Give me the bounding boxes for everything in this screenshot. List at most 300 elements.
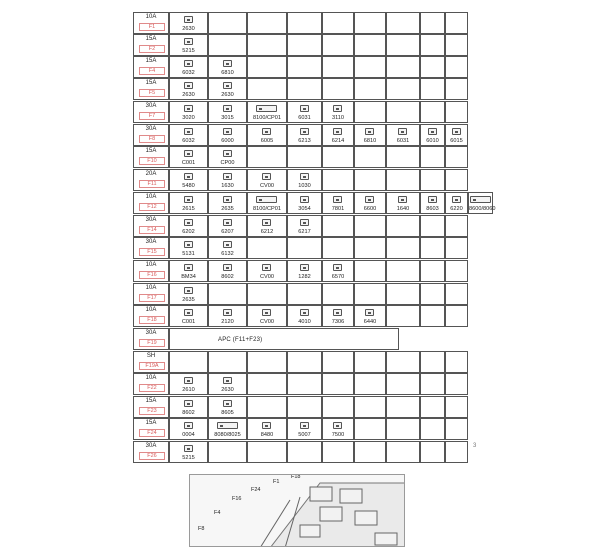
component-cell bbox=[287, 34, 322, 56]
component-cell bbox=[169, 283, 208, 305]
component-cell bbox=[354, 418, 386, 440]
component-icon bbox=[184, 241, 193, 248]
fuse-amperage: 15A bbox=[145, 80, 157, 86]
component-code: 6202 bbox=[182, 229, 195, 235]
component-cell bbox=[287, 78, 322, 100]
fuse-id: F23 bbox=[139, 407, 165, 415]
component-cell bbox=[247, 34, 287, 56]
component-icon bbox=[223, 128, 232, 135]
component-icon bbox=[428, 196, 437, 203]
component-icon bbox=[184, 264, 193, 271]
component-cell bbox=[247, 146, 287, 168]
component-icon bbox=[256, 105, 277, 112]
component-icon bbox=[184, 16, 193, 23]
component-code: 6600 bbox=[363, 206, 377, 212]
fuse-cell bbox=[133, 441, 169, 463]
component-icon bbox=[300, 309, 309, 316]
component-cell bbox=[386, 441, 420, 463]
component-cell bbox=[322, 34, 354, 56]
component-icon bbox=[333, 422, 342, 429]
component-code: 6207 bbox=[221, 229, 234, 235]
component-cell bbox=[287, 441, 322, 463]
component-cell bbox=[322, 373, 354, 395]
component-cell bbox=[386, 351, 420, 373]
component-cell bbox=[386, 124, 420, 146]
component-cell bbox=[354, 237, 386, 259]
fuse-amperage: 10A bbox=[145, 307, 157, 313]
component-cell bbox=[445, 351, 468, 373]
fuse-id: F19A bbox=[139, 362, 165, 370]
component-cell bbox=[208, 34, 247, 56]
component-cell bbox=[287, 260, 322, 282]
diagram-label: F16 bbox=[232, 496, 242, 502]
fuse-cell bbox=[133, 215, 169, 237]
component-code: 7306 bbox=[331, 319, 345, 325]
component-cell bbox=[322, 283, 354, 305]
fuse-amperage: 30A bbox=[145, 330, 157, 336]
component-icon bbox=[300, 196, 309, 203]
fuse-id: F10 bbox=[139, 157, 165, 165]
component-cell bbox=[169, 418, 208, 440]
component-cell bbox=[208, 441, 247, 463]
component-code: 2630 bbox=[221, 387, 234, 393]
component-cell bbox=[247, 237, 287, 259]
component-cell bbox=[445, 283, 468, 305]
component-cell bbox=[445, 215, 468, 237]
component-code: 5007 bbox=[298, 432, 311, 438]
component-icon bbox=[262, 128, 271, 135]
component-cell bbox=[247, 441, 287, 463]
component-cell bbox=[420, 78, 445, 100]
component-cell bbox=[386, 283, 420, 305]
component-cell bbox=[169, 34, 208, 56]
component-cell bbox=[420, 283, 445, 305]
component-icon bbox=[333, 309, 342, 316]
component-cell bbox=[247, 283, 287, 305]
component-cell bbox=[169, 146, 208, 168]
component-code: C001 bbox=[181, 319, 196, 325]
apc-note: APC (F11+F23) bbox=[218, 337, 263, 343]
component-cell bbox=[322, 215, 354, 237]
component-code: 8080/8025 bbox=[214, 432, 241, 438]
component-cell bbox=[386, 260, 420, 282]
component-cell bbox=[287, 418, 322, 440]
component-cell bbox=[287, 215, 322, 237]
component-cell bbox=[287, 351, 322, 373]
component-cell bbox=[208, 192, 247, 214]
fuse-cell bbox=[133, 418, 169, 440]
fuse-cell bbox=[133, 237, 169, 259]
component-code: 6810 bbox=[363, 138, 377, 144]
component-icon bbox=[184, 287, 193, 294]
component-cell bbox=[386, 78, 420, 100]
component-code: 1282 bbox=[298, 274, 311, 280]
component-cell bbox=[420, 192, 445, 214]
component-code: 8100/CP01 bbox=[253, 115, 281, 121]
component-cell bbox=[445, 169, 468, 191]
component-cell bbox=[208, 237, 247, 259]
component-code: 7500 bbox=[331, 432, 345, 438]
component-icon bbox=[184, 38, 193, 45]
component-cell bbox=[445, 418, 468, 440]
component-cell bbox=[445, 192, 468, 214]
component-cell bbox=[445, 146, 468, 168]
component-cell bbox=[247, 305, 287, 327]
component-cell bbox=[322, 192, 354, 214]
component-cell bbox=[208, 146, 247, 168]
component-icon bbox=[223, 219, 232, 226]
component-code: 5215 bbox=[182, 48, 195, 54]
component-icon bbox=[398, 128, 407, 135]
component-cell bbox=[420, 34, 445, 56]
component-icon bbox=[333, 128, 342, 135]
fuse-amperage: 30A bbox=[145, 126, 157, 132]
component-cell bbox=[322, 56, 354, 78]
component-cell bbox=[420, 260, 445, 282]
component-cell bbox=[386, 169, 420, 191]
component-cell bbox=[386, 34, 420, 56]
component-cell bbox=[386, 373, 420, 395]
component-cell bbox=[354, 124, 386, 146]
component-cell bbox=[322, 101, 354, 123]
component-cell bbox=[287, 101, 322, 123]
diagram-label: F4 bbox=[214, 510, 221, 516]
fuse-id: F17 bbox=[139, 294, 165, 302]
component-code: 0004 bbox=[182, 432, 195, 438]
component-code: 6214 bbox=[331, 138, 345, 144]
component-cell bbox=[445, 373, 468, 395]
page-marker: 3 bbox=[473, 443, 477, 449]
component-code: 8602 bbox=[221, 274, 234, 280]
component-cell bbox=[445, 12, 468, 34]
component-cell bbox=[386, 56, 420, 78]
component-cell bbox=[169, 101, 208, 123]
component-cell bbox=[287, 283, 322, 305]
component-code: 6015 bbox=[450, 138, 463, 144]
component-icon bbox=[223, 173, 232, 180]
component-cell bbox=[445, 441, 468, 463]
component-icon bbox=[333, 264, 342, 271]
component-cell bbox=[169, 351, 208, 373]
component-cell bbox=[354, 396, 386, 418]
component-cell bbox=[354, 283, 386, 305]
component-cell bbox=[322, 418, 354, 440]
component-cell bbox=[169, 192, 208, 214]
component-cell bbox=[420, 351, 445, 373]
component-code: 2630 bbox=[221, 92, 234, 98]
fuse-id: F4 bbox=[139, 67, 165, 75]
component-cell bbox=[354, 146, 386, 168]
component-cell bbox=[208, 101, 247, 123]
component-code: 2635 bbox=[182, 297, 195, 303]
component-cell bbox=[420, 101, 445, 123]
fuse-cell bbox=[133, 56, 169, 78]
fuse-cell bbox=[133, 305, 169, 327]
component-code: 8480 bbox=[260, 432, 274, 438]
fuse-amperage: 15A bbox=[145, 148, 157, 154]
component-cell bbox=[247, 418, 287, 440]
component-cell bbox=[208, 260, 247, 282]
component-code: 8603 bbox=[426, 206, 439, 212]
component-code: 8605 bbox=[221, 410, 234, 416]
component-icon bbox=[365, 128, 374, 135]
fuse-id: F26 bbox=[139, 452, 165, 460]
component-code: 6440 bbox=[363, 319, 377, 325]
component-icon bbox=[223, 309, 232, 316]
component-code: 6810 bbox=[221, 70, 234, 76]
component-code: 3015 bbox=[221, 115, 234, 121]
component-cell bbox=[445, 237, 468, 259]
component-code: 1030 bbox=[298, 183, 311, 189]
fuse-id: F7 bbox=[139, 112, 165, 120]
component-code: 6220 bbox=[450, 206, 463, 212]
component-cell bbox=[420, 146, 445, 168]
component-cell bbox=[354, 34, 386, 56]
component-cell bbox=[169, 124, 208, 146]
component-code: CV00 bbox=[260, 319, 274, 325]
component-cell bbox=[354, 215, 386, 237]
fuse-amperage: 30A bbox=[145, 217, 157, 223]
component-icon bbox=[223, 377, 232, 384]
component-cell bbox=[354, 351, 386, 373]
component-cell bbox=[208, 56, 247, 78]
component-cell bbox=[322, 260, 354, 282]
component-cell bbox=[386, 12, 420, 34]
component-cell bbox=[287, 237, 322, 259]
component-cell bbox=[322, 396, 354, 418]
component-cell bbox=[445, 101, 468, 123]
component-cell bbox=[322, 169, 354, 191]
component-cell bbox=[287, 373, 322, 395]
component-icon bbox=[365, 196, 374, 203]
component-code: 6010 bbox=[426, 138, 439, 144]
component-cell bbox=[420, 373, 445, 395]
component-cell bbox=[420, 418, 445, 440]
component-cell bbox=[287, 396, 322, 418]
apc-cell bbox=[169, 328, 399, 350]
component-code: 1640 bbox=[396, 206, 410, 212]
component-icon bbox=[223, 400, 232, 407]
component-code: 6031 bbox=[298, 115, 311, 121]
component-icon bbox=[223, 196, 232, 203]
component-cell bbox=[420, 56, 445, 78]
component-icon bbox=[223, 60, 232, 67]
component-code: 5131 bbox=[182, 251, 195, 257]
fuse-cell bbox=[133, 124, 169, 146]
component-cell bbox=[322, 146, 354, 168]
component-icon bbox=[398, 196, 407, 203]
component-cell bbox=[322, 237, 354, 259]
fusebox-diagram bbox=[189, 474, 405, 547]
fuse-id: F22 bbox=[139, 384, 165, 392]
component-cell bbox=[287, 146, 322, 168]
component-cell bbox=[208, 418, 247, 440]
component-cell bbox=[208, 351, 247, 373]
component-code: CP00 bbox=[220, 160, 235, 166]
component-code: 6005 bbox=[260, 138, 274, 144]
component-cell bbox=[445, 260, 468, 282]
component-cell bbox=[420, 396, 445, 418]
diagram-label: F1 bbox=[273, 479, 280, 485]
component-cell bbox=[420, 305, 445, 327]
component-cell bbox=[386, 305, 420, 327]
component-cell bbox=[354, 260, 386, 282]
fuse-amperage: 10A bbox=[145, 14, 157, 20]
component-code: 7801 bbox=[331, 206, 345, 212]
component-cell bbox=[208, 373, 247, 395]
fuse-amperage: 10A bbox=[145, 375, 157, 381]
fuse-id: F12 bbox=[139, 203, 165, 211]
component-code: 6132 bbox=[221, 251, 234, 257]
fuse-cell bbox=[133, 396, 169, 418]
component-code: 2630 bbox=[182, 92, 195, 98]
component-icon bbox=[452, 128, 461, 135]
component-cell bbox=[322, 12, 354, 34]
fuse-amperage: 20A bbox=[145, 171, 157, 177]
component-code: 6213 bbox=[298, 138, 311, 144]
component-code: 3110 bbox=[331, 115, 345, 121]
component-cell bbox=[169, 56, 208, 78]
component-cell bbox=[322, 305, 354, 327]
component-cell bbox=[247, 192, 287, 214]
component-cell bbox=[169, 373, 208, 395]
component-cell bbox=[208, 215, 247, 237]
component-cell bbox=[287, 305, 322, 327]
fusebox-drawing bbox=[190, 475, 405, 547]
fuse-id: F2 bbox=[139, 45, 165, 53]
component-code: 2635 bbox=[221, 206, 234, 212]
component-icon bbox=[184, 377, 193, 384]
component-icon bbox=[184, 82, 193, 89]
component-cell bbox=[420, 124, 445, 146]
component-cell bbox=[169, 396, 208, 418]
component-cell bbox=[354, 192, 386, 214]
fuse-id: F16 bbox=[139, 271, 165, 279]
component-code: 6212 bbox=[260, 229, 274, 235]
component-cell bbox=[322, 441, 354, 463]
component-icon bbox=[300, 173, 309, 180]
component-cell bbox=[354, 101, 386, 123]
component-cell bbox=[354, 441, 386, 463]
component-cell bbox=[247, 124, 287, 146]
component-cell bbox=[386, 215, 420, 237]
component-code: 6000 bbox=[221, 138, 234, 144]
component-code: 8602 bbox=[182, 410, 195, 416]
fuse-id: F19 bbox=[139, 339, 165, 347]
component-icon bbox=[256, 196, 277, 203]
component-cell bbox=[169, 441, 208, 463]
component-icon bbox=[452, 196, 461, 203]
component-code: 2610 bbox=[182, 387, 195, 393]
fuse-id: F18 bbox=[139, 316, 165, 324]
fuse-cell bbox=[133, 351, 169, 373]
fuse-cell bbox=[133, 78, 169, 100]
component-code: 2630 bbox=[182, 26, 195, 32]
component-code: 5215 bbox=[182, 455, 195, 461]
fuse-amperage: 10A bbox=[145, 194, 157, 200]
component-cell bbox=[322, 351, 354, 373]
component-cell bbox=[169, 305, 208, 327]
component-cell bbox=[247, 215, 287, 237]
fuse-id: F15 bbox=[139, 248, 165, 256]
fuse-cell bbox=[133, 146, 169, 168]
component-icon bbox=[223, 264, 232, 271]
component-cell bbox=[247, 169, 287, 191]
component-icon bbox=[223, 82, 232, 89]
component-cell bbox=[287, 124, 322, 146]
fuse-cell bbox=[133, 192, 169, 214]
component-code: 2120 bbox=[221, 319, 234, 325]
component-code: 6031 bbox=[396, 138, 410, 144]
fuse-id: F14 bbox=[139, 226, 165, 234]
component-code: 6217 bbox=[298, 229, 311, 235]
component-icon bbox=[223, 241, 232, 248]
fuse-amperage: SH bbox=[146, 353, 156, 359]
component-cell bbox=[247, 12, 287, 34]
component-icon bbox=[223, 150, 232, 157]
component-icon bbox=[184, 445, 193, 452]
component-icon bbox=[300, 264, 309, 271]
component-code: 4010 bbox=[298, 319, 311, 325]
component-cell bbox=[386, 237, 420, 259]
component-icon bbox=[184, 422, 193, 429]
component-cell bbox=[169, 260, 208, 282]
fuse-id: F11 bbox=[139, 180, 165, 188]
component-code: 6032 bbox=[182, 70, 195, 76]
component-cell bbox=[354, 12, 386, 34]
component-cell bbox=[287, 12, 322, 34]
fuse-amperage: 30A bbox=[145, 239, 157, 245]
component-cell bbox=[208, 169, 247, 191]
fuse-amperage: 10A bbox=[145, 262, 157, 268]
component-cell bbox=[247, 101, 287, 123]
component-cell bbox=[169, 169, 208, 191]
component-icon bbox=[428, 128, 437, 135]
component-cell bbox=[386, 146, 420, 168]
component-cell bbox=[208, 12, 247, 34]
component-code: 3054 bbox=[298, 206, 311, 212]
component-code: 8100/CP01 bbox=[253, 206, 281, 212]
component-cell bbox=[247, 373, 287, 395]
fuse-id: F8 bbox=[139, 135, 165, 143]
component-icon bbox=[262, 309, 271, 316]
fuse-id: F5 bbox=[139, 89, 165, 97]
component-icon bbox=[223, 105, 232, 112]
component-code: BM34 bbox=[181, 274, 196, 280]
component-cell bbox=[420, 237, 445, 259]
component-cell bbox=[354, 56, 386, 78]
diagram-label: F8 bbox=[198, 526, 205, 532]
component-cell bbox=[247, 56, 287, 78]
component-cell bbox=[386, 192, 420, 214]
fuse-amperage: 15A bbox=[145, 58, 157, 64]
diagram-label: F18 bbox=[291, 474, 301, 480]
fuse-amperage: 30A bbox=[145, 103, 157, 109]
component-cell bbox=[322, 78, 354, 100]
component-cell bbox=[247, 78, 287, 100]
component-cell bbox=[208, 124, 247, 146]
component-icon bbox=[262, 422, 271, 429]
component-cell bbox=[354, 78, 386, 100]
fuse-cell bbox=[133, 169, 169, 191]
component-cell bbox=[169, 237, 208, 259]
component-icon bbox=[262, 219, 271, 226]
component-cell bbox=[354, 305, 386, 327]
component-icon bbox=[184, 128, 193, 135]
component-cell bbox=[287, 192, 322, 214]
component-icon bbox=[184, 105, 193, 112]
fuse-cell bbox=[133, 283, 169, 305]
